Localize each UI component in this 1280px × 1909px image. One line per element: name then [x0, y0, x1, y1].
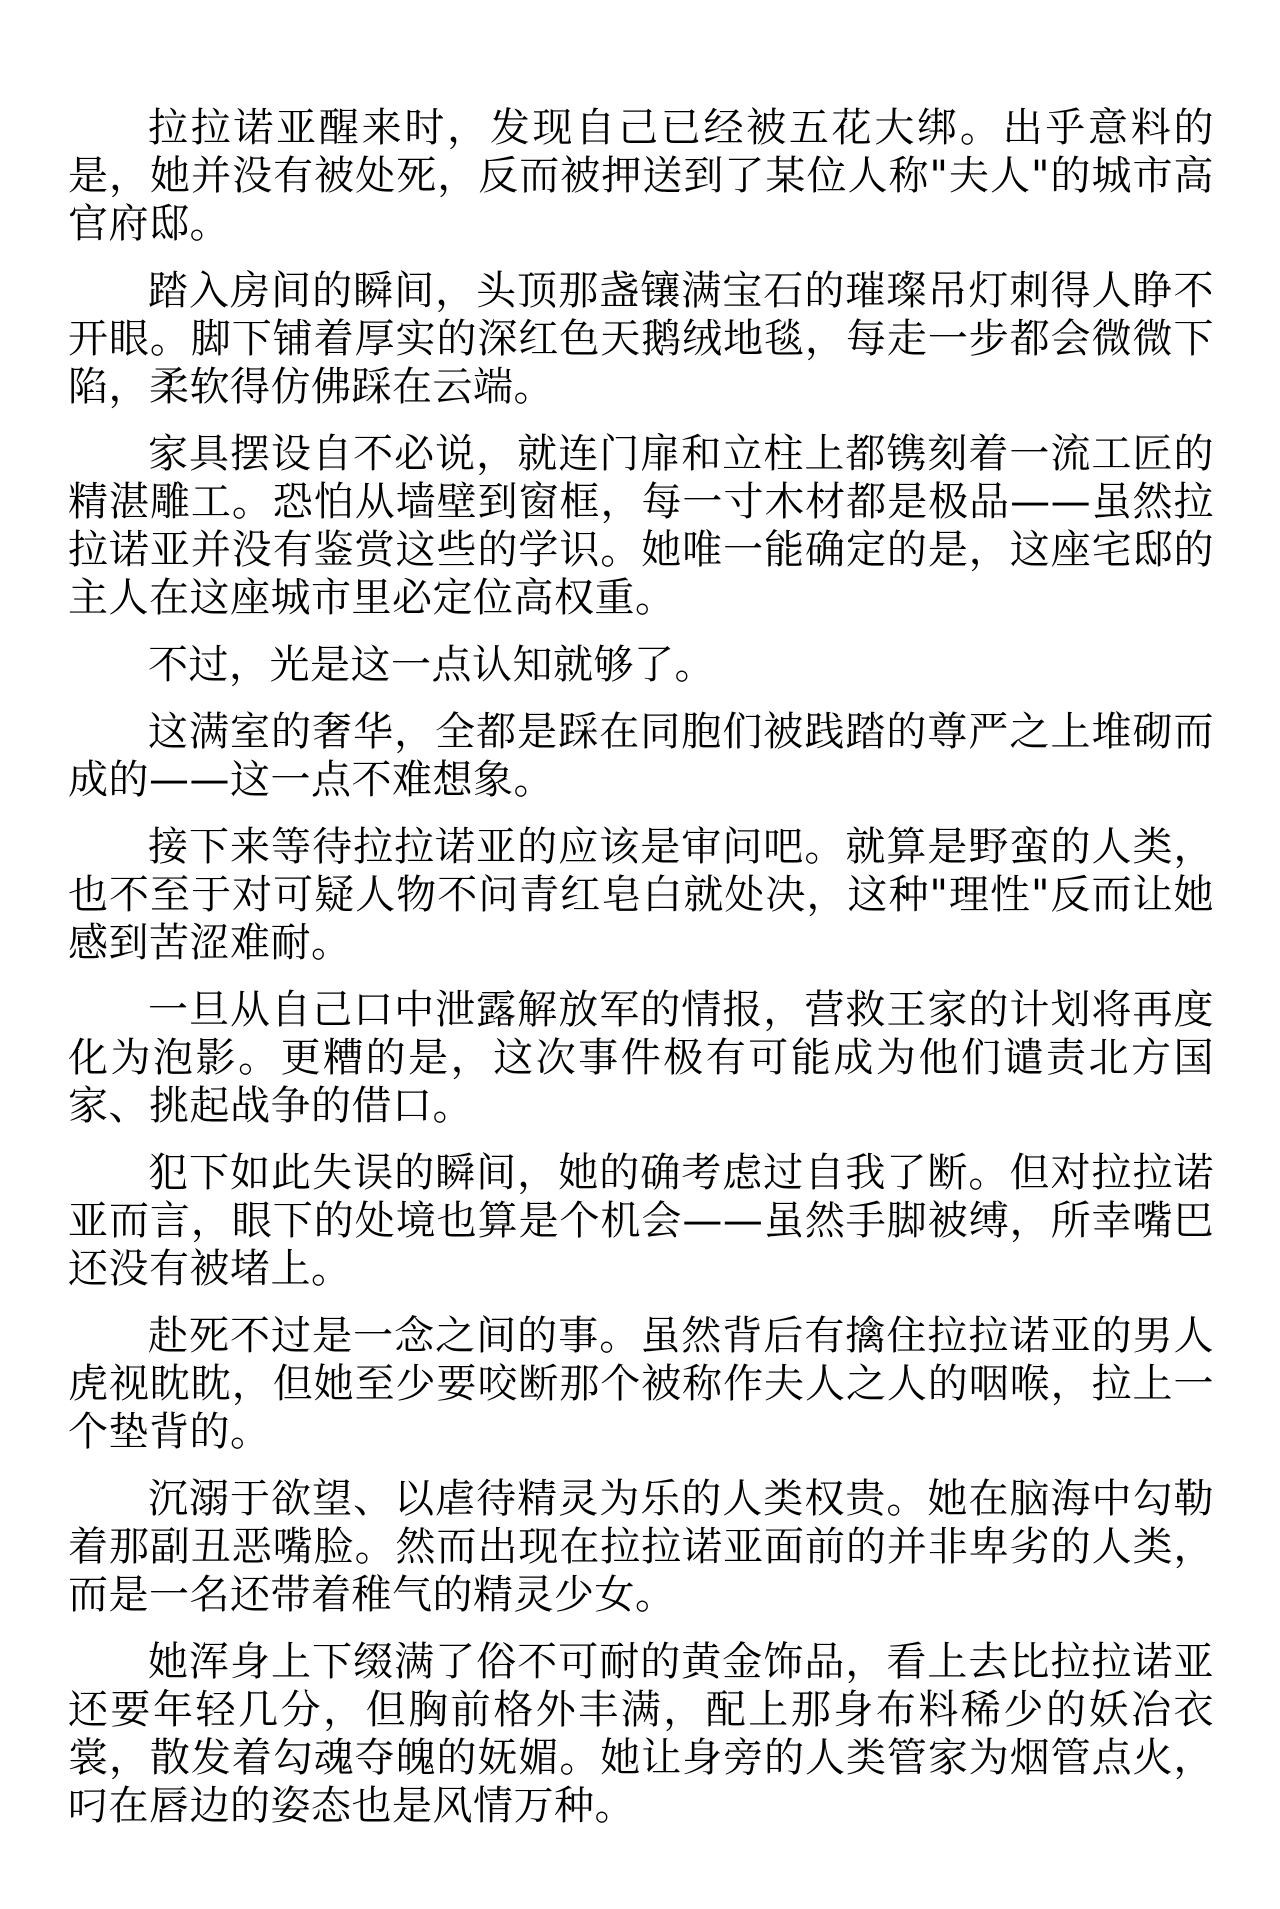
paragraph: 沉溺于欲望、以虐待精灵为乐的人类权贵。她在脑海中勾勒着那副丑恶嘴脸。然而出现在拉拉诺亚面前的并非卑劣的人类，而是一名还带着稚气的精灵少女。 [68, 1476, 1214, 1618]
paragraph: 这满室的奢华，全都是踩在同胞们被践踏的尊严之上堆砌而成的——这一点不难想象。 [68, 709, 1214, 803]
paragraph: 一旦从自己口中泄露解放军的情报，营救王家的计划将再度化为泡影。更糟的是，这次事件极有可能成为他们谴责北方国家、挑起战争的借口。 [68, 987, 1214, 1129]
paragraph: 赴死不过是一念之间的事。虽然背后有擒住拉拉诺亚的男人虎视眈眈，但她至少要咬断那个被称作夫人之人的咽喉，拉上一个垫背的。 [68, 1313, 1214, 1455]
paragraph: 不过，光是这一点认知就够了。 [148, 642, 715, 688]
paragraph: 拉拉诺亚醒来时，发现自己已经被五花大绑。出乎意料的是，她并没有被处死，反而被押送到了某位人称"夫人"的城市高官府邸。 [68, 105, 1214, 247]
paragraph: 她浑身上下缀满了俗不可耐的黄金饰品，看上去比拉拉诺亚还要年轻几分，但胸前格外丰满，配上那身布料稀少的妖冶衣裳，散发着勾魂夺魄的妩媚。她让身旁的人类管家为烟管点火，叼在唇边的姿态也是风情万种。 [68, 1639, 1214, 1829]
paragraph: 家具摆设自不必说，就连门扉和立柱上都镌刻着一流工匠的精湛雕工。恐怕从墙壁到窗框，每一寸木材都是极品——虽然拉拉诺亚并没有鉴赏这些的学识。她唯一能确定的是，这座宅邸的主人在这座城市里必定位高权重。 [68, 431, 1214, 621]
paragraph: 踏入房间的瞬间，头顶那盏镶满宝石的璀璨吊灯刺得人睁不开眼。脚下铺着厚实的深红色天鹅绒地毯，每走一步都会微微下陷，柔软得仿佛踩在云端。 [68, 268, 1214, 410]
paragraph: 接下来等待拉拉诺亚的应该是审问吧。就算是野蛮的人类，也不至于对可疑人物不问青红皂白就处决，这种"理性"反而让她感到苦涩难耐。 [68, 824, 1214, 966]
paragraph: 犯下如此失误的瞬间，她的确考虑过自我了断。但对拉拉诺亚而言，眼下的处境也算是个机会——虽然手脚被缚，所幸嘴巴还没有被堵上。 [68, 1150, 1214, 1292]
